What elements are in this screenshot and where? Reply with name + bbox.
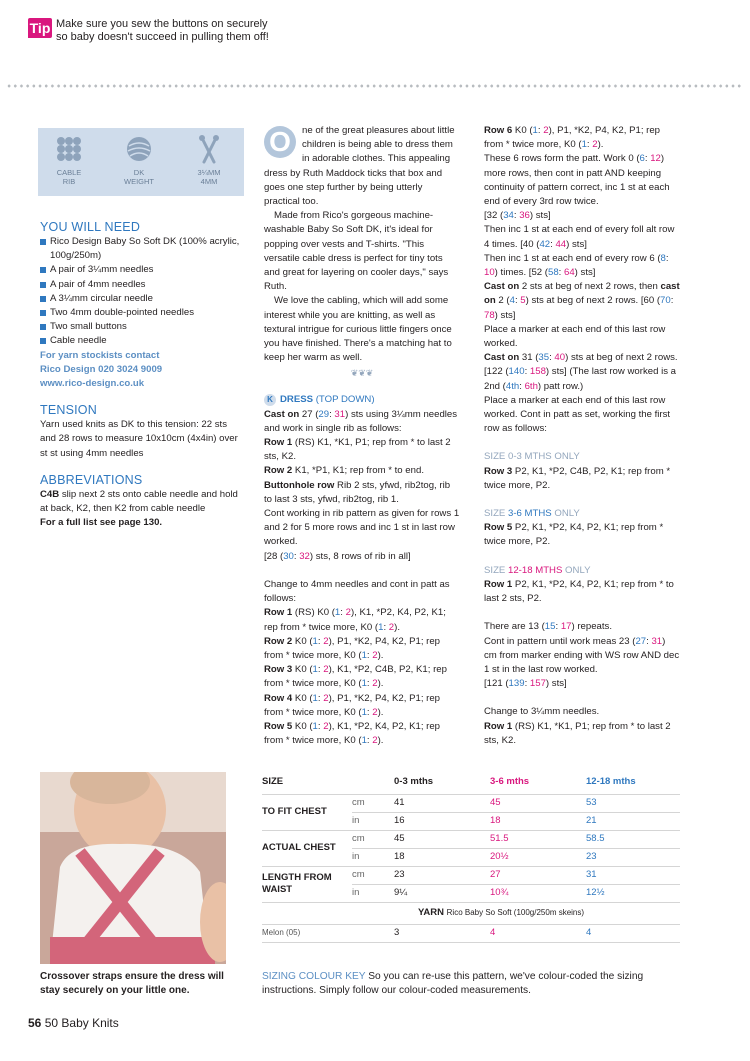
pattern-line: Change to 3¼mm needles. [484,706,600,718]
cell: 9¼ [394,884,490,902]
pattern-line: [121 (139: 157) sts] [484,678,567,690]
size-label: SIZE 0-3 MTHS ONLY [484,451,580,463]
pattern-line: Then inc 1 st at each end of every row 6 (8: 10) times. [52 (58: 64) sts] [484,252,669,279]
page-footer [28,1016,119,1030]
cell: 4 [586,924,680,942]
pattern-line: Row 1 (RS) K1, *K1, P1; rep from * to last 2 sts, K2. [484,720,671,746]
pattern-line: Row 2 K0 (1: 2), P1, *K2, P4, K2, P1; rep from * twice more, K0 (1: 2). [264,635,441,661]
pattern-line: Row 1 (RS) K1, *K1, P1; rep from * to last 2 sts, K2. [264,437,451,463]
cell: 21 [586,812,680,830]
pattern-line: Row 6 K0 (1: 2), P1, *K2, P4, K2, P1; rep from * twice more, K0 (1: 2). [484,125,661,151]
row-label: ACTUAL CHEST [262,830,352,866]
drop-cap: O [264,126,296,158]
pattern-line: Row 5 P2, K1, *P2, K4, P2, K1; rep from * twice more, P2. [484,522,664,548]
table-row [262,794,680,812]
tension-heading: TENSION [40,403,97,418]
needles-icon [184,134,234,186]
pattern-line: Row 1 (RS) K0 (1: 2), K1, *P2, K4, P2, K1; rep from * twice more, K0 (1: 2). [264,607,446,633]
pattern-line: Cast on 27 (29: 31) sts using 3¼mm needles and work in single rib as follows: [264,408,458,434]
abbrev-def: slip next 2 sts onto cable needle and hold at back, K2, then K2 from cable needle [40,488,238,515]
page-number: 56 [28,1016,42,1030]
stockists-line: For yarn stockists contact [40,349,160,361]
pattern-line: There are 13 (15: 17) repeats. [484,621,613,633]
dress-heading [264,393,460,407]
cell: 27 [490,866,586,884]
colour-key-text: So you can re-use this pattern, we've colour-coded the sizing instructions. Simply follow our colour-coded measurements. [262,971,644,996]
pattern-line: Then inc 1 st at each end of every foll alt row 4 times. [40 (42: 44) sts] [484,224,675,250]
pattern-line: Cast on 31 (35: 40) sts at beg of next 2 rows. [122 (140: 158) sts] (The last row worked is a 2nd (4th: 6th) patt row.) [484,352,678,392]
dress-section [264,393,460,748]
col-header-12-18: 12-18 mths [586,770,680,794]
size-label: SIZE 3-6 MTHS ONLY [484,508,580,520]
pattern-line: Row 3 K0 (1: 2), K1, *P2, C4B, P2, K1; rep from * twice more, K0 (1: 2). [264,664,447,690]
col-header-0-3: 0-3 mths [394,770,490,794]
pattern-line: Row 4 K0 (1: 2), P1, *K2, P4, K2, P1; rep from * twice more, K0 (1: 2). [264,692,441,718]
colour-key-title: SIZING COLOUR KEY [262,971,366,982]
unit: cm [352,794,394,812]
intro-p3: We love the cabling, which will add some interest while you are knitting, as well as textural intrigue for curious little fingers once you have finished. There's a matching hat to keep her warm as well. [264,295,452,364]
cell: 23 [586,848,680,866]
publication-title: 50 Baby Knits [44,1016,119,1030]
pattern-line: Row 3 P2, K1, *P2, C4B, P2, K1; rep from * twice more, P2. [484,465,671,491]
unit: in [352,812,394,830]
abbrev-term: C4B [40,488,60,500]
intro-p1 [264,124,460,209]
list-item: Two small buttons [40,320,240,334]
pattern-line: Row 5 K0 (1: 2), K1, *P2, K4, P2, K1; rep from * twice more, K0 (1: 2). [264,720,441,747]
tip-text [56,18,356,44]
icon-label-line: 4MM [200,177,218,186]
yarn-label: YARN [417,906,444,918]
pattern-line: These 6 rows form the patt. Work 0 (6: 12) more rows, then cont in patt AND keeping continuity of pattern correct, inc 1 st at each end of every 3rd row twice. [484,153,670,208]
abbreviation-c4b [40,488,240,516]
icon-label-line: DK [133,168,145,177]
stockists-phone: Rico Design 020 3024 9009 [40,363,163,375]
pattern-line: Buttonhole row Rib 2 sts, yfwd, rib2tog, rib to last 3 sts, yfwd, rib2tog, rib 1. [264,479,451,505]
tip-badge: Tip [29,20,51,36]
cell: 18 [394,848,490,866]
cell: 41 [394,794,490,812]
list-item: A pair of 4mm needles [40,278,240,292]
cell: 51.5 [490,830,586,848]
yarn-row [262,902,680,924]
icon-label-line: 3¼MM [197,168,221,177]
dk-weight-icon [114,134,164,186]
intro-text: ne of the great pleasures about little children is being able to dress them in adorable clothes. This appealing dress by Ruth Maddock ticks that box and goes one step further by being utterly practical too. [264,125,455,208]
row-label: LENGTH FROM WAIST [262,866,352,902]
cell: 31 [586,866,680,884]
stockists-url[interactable]: www.rico-design.co.uk [40,378,145,390]
unit: in [352,884,394,902]
colour-name: Melon (05) [262,924,394,942]
cell: 45 [394,830,490,848]
cell: 53 [586,794,680,812]
cell: 10¾ [490,884,586,902]
unit: cm [352,830,394,848]
pattern-line: [28 (30: 32) sts, 8 rows of rib in all] [264,550,411,562]
middle-column [264,124,460,748]
tension-text: Yarn used knits as DK to this tension: 22 sts and 28 rows to measure 10x10cm (4x4in) over st st using 4mm needles [40,419,238,459]
pattern-info-box [38,128,244,196]
you-need-heading: YOU WILL NEED [40,220,141,234]
icon-label-line: WEIGHT [124,177,154,186]
ornament: ❦❦❦ [350,368,374,379]
pattern-line: Change to 4mm needles and cont in patt as follows: [264,578,450,605]
dress-title: DRESS [280,394,314,406]
intro-p2: Made from Rico's gorgeous machine-washable Baby So Soft DK, it's ideal for popping over vests and T-shirts. "This versatile cable dress is perfect for tiny tots and great for layering on cooler days," says Ruth. [264,210,449,293]
unit: in [352,848,394,866]
pattern-line: Place a marker at each end of this last row worked. Cont in patt as set, working the first row as follows: [484,394,671,435]
cell: 16 [394,812,490,830]
tip-line-2: so baby doesn't succeed in pulling them off! [56,31,269,43]
icon-label-line: RIB [62,177,76,186]
unit: cm [352,866,394,884]
pattern-line: Row 1 P2, K1, *P2, K4, P2, K1; rep from * to last 2 sts, P2. [484,578,674,605]
list-item: Cable needle [40,334,240,348]
yarn-name: Rico Baby So Soft (100g/250m skeins) [446,907,585,917]
tip-line-1: Make sure you sew the buttons on securely [56,18,268,30]
left-sidebar [40,220,240,530]
list-item: Rico Design Baby So Soft DK (100% acrylic, 100g/250m) [40,235,240,263]
list-item: A pair of 3¼mm needles [40,263,240,277]
pattern-line: Row 2 K1, *P1, K1; rep from * to end. [264,465,424,477]
cell: 20½ [490,848,586,866]
table-row [262,866,680,884]
pattern-line: Cast on 2 sts at beg of next 2 rows, then cast on 2 (4: 5) sts at beg of next 2 rows. [60 (70: 78) sts] [484,281,680,321]
dress-badge-icon: K [264,394,276,406]
pattern-line: Cont working in rib pattern as given for rows 1 and 2 for 5 more rows and inc 1 st in last row worked. [264,508,460,548]
photo-caption: Crossover straps ensure the dress will stay securely on your little one. [40,971,224,996]
size-heading: SIZE [262,770,352,794]
list-item: A 3¼mm circular needle [40,292,240,306]
cell: 3 [394,924,490,942]
sizing-table [262,770,680,943]
cell: 12½ [586,884,680,902]
colour-row [262,924,680,942]
dress-title-note: (TOP DOWN) [313,394,375,406]
yarn-cell [262,902,680,924]
colour-key [262,970,680,998]
table-row [262,830,680,848]
row-label: TO FIT CHEST [262,794,352,830]
cell: 45 [490,794,586,812]
cell: 58.5 [586,830,680,848]
pattern-line: Cont in pattern until work meas 23 (27: 31) cm from marker ending with WS row AND dec 1 st in the last row worked. [484,635,680,675]
size-label: SIZE 12-18 MTHS ONLY [484,564,591,576]
cell: 4 [490,924,586,942]
icon-label-line: CABLE [56,168,82,177]
pattern-line: Place a marker at each end of this last row worked. [484,323,666,350]
materials-list [40,235,240,349]
right-column [484,124,680,748]
cell: 18 [490,812,586,830]
abbreviations-heading: ABBREVIATIONS [40,472,143,487]
dotted-divider [6,84,742,88]
cell: 23 [394,866,490,884]
col-header-3-6: 3-6 mths [490,770,586,794]
full-list-ref: For a full list see page 130. [40,517,163,529]
pattern-line: [32 (34: 36) sts] [484,210,551,222]
cable-rib-icon [44,134,94,186]
baby-photo [40,772,226,964]
list-item: Two 4mm double-pointed needles [40,306,240,320]
